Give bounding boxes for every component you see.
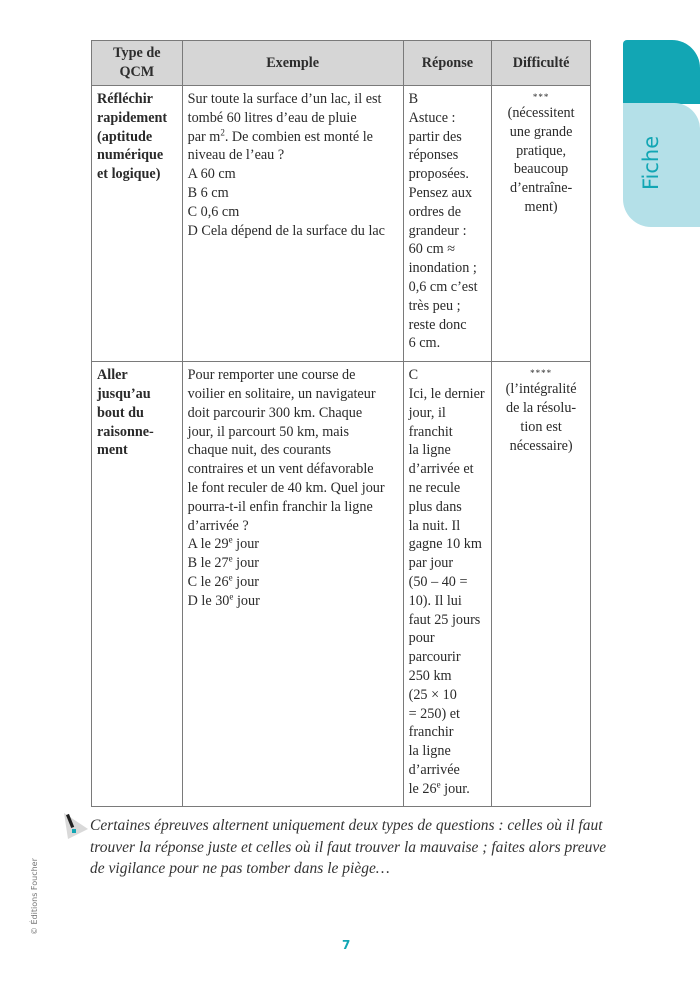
text-line: 250 km	[408, 667, 452, 684]
option-c: C 0,6 cm	[187, 203, 240, 220]
text-fragment: jour	[232, 573, 260, 590]
cell-example	[182, 86, 403, 362]
text-line: tion est	[520, 418, 562, 435]
option-c	[188, 573, 398, 592]
text-line: d’arrivée	[408, 761, 460, 778]
text-line: Astuce :	[408, 109, 456, 126]
text-fragment: D le 30	[187, 592, 230, 609]
copyright: © Éditions Foucher	[30, 858, 39, 935]
text-line: (nécessitent	[507, 105, 575, 121]
text-line: Sur toute la surface d’un lac, il est	[187, 91, 382, 107]
text-line: la ligne	[408, 442, 451, 459]
side-tab-top	[623, 40, 700, 104]
cell-type	[92, 86, 183, 362]
superscript: e	[228, 534, 233, 545]
page-number: 7	[342, 938, 351, 952]
text-line: ment	[97, 442, 128, 459]
text-line: (aptitude	[97, 128, 153, 145]
header-example: Exemple	[182, 41, 403, 86]
side-tab-label: Fiche	[639, 135, 663, 190]
cell-type	[92, 362, 183, 807]
text-line: jour, il	[408, 404, 446, 421]
option-b	[188, 554, 398, 573]
text-line: plus dans	[408, 498, 462, 515]
text-line: pourra-t-il enfin franchir la ligne	[187, 498, 373, 515]
text-line: jour, il parcourt 50 km, mais	[187, 423, 350, 440]
option-a	[188, 535, 398, 554]
text-line: partir des	[408, 128, 462, 145]
option-b: B 6 cm	[187, 184, 229, 201]
text-line: franchit	[408, 423, 453, 440]
text-line: beaucoup	[513, 161, 569, 178]
text-line: ordres de	[408, 203, 462, 220]
text-line: d’arrivée et	[408, 461, 474, 478]
text-fragment: jour	[232, 555, 260, 572]
table-header-row	[92, 41, 591, 86]
text-line: = 250) et	[408, 705, 460, 722]
option-a: A 60 cm	[187, 166, 236, 183]
text-line: 6 cm.	[408, 335, 441, 352]
header-type-line: Type de	[113, 45, 161, 62]
text-line: (25 × 10	[408, 686, 457, 703]
text-line: C	[408, 367, 419, 384]
text-line: pour	[408, 630, 435, 647]
text-line: chaque nuit, des courants	[187, 442, 332, 459]
cell-example	[182, 362, 403, 807]
superscript: e	[436, 778, 441, 789]
text-line: 10). Il lui	[408, 592, 462, 609]
text-line: pratique,	[516, 142, 567, 159]
superscript: e	[228, 553, 233, 564]
note-text: Certaines épreuves alternent uniquement deux types de questions : celles où il faut trouver la réponse juste et celles où il faut trouver la mauvaise ; faites alors preuve de vigilance pour ne pas tomber dans le piège…	[90, 817, 607, 877]
text-line: Aller	[97, 367, 128, 384]
cell-difficulty	[492, 86, 591, 362]
text-fragment: . De combien est monté le	[224, 128, 373, 145]
text-line: niveau de l’eau ?	[187, 147, 285, 164]
text-line: la ligne	[408, 743, 451, 760]
cell-difficulty	[492, 362, 591, 807]
text-line: de la résolu-	[506, 399, 577, 416]
text-line: parcourir	[408, 649, 461, 666]
table-row	[92, 362, 591, 807]
superscript: 2	[220, 126, 225, 137]
text-line: raisonne-	[97, 423, 154, 440]
difficulty-stars: ****	[530, 368, 553, 379]
cell-answer	[403, 362, 492, 807]
text-line: Ici, le dernier	[408, 385, 485, 402]
text-fragment: le 26	[408, 780, 437, 797]
header-type-line: QCM	[119, 64, 155, 80]
text-line: numérique	[97, 147, 164, 164]
text-line: ne recule	[408, 479, 461, 496]
text-fragment: jour.	[440, 780, 470, 797]
text-line: d’arrivée ?	[187, 517, 249, 534]
exclamation-icon	[60, 811, 90, 841]
text-fragment: jour	[233, 592, 260, 609]
text-line: (l’intégralité	[505, 381, 577, 398]
text-line	[188, 128, 398, 147]
text-line: par jour	[408, 555, 454, 572]
text-line: réponses	[408, 147, 459, 164]
text-line	[409, 780, 487, 799]
qcm-table	[91, 40, 591, 807]
header-difficulty: Difficulté	[492, 41, 591, 86]
text-line: très peu ;	[408, 297, 461, 314]
text-line: contraires et un vent défavorable	[187, 461, 374, 478]
option-d	[188, 592, 398, 611]
text-line: gagne 10 km	[408, 536, 482, 553]
text-line: reste donc	[408, 316, 467, 333]
text-fragment: A le 29	[187, 536, 229, 553]
text-line: B	[408, 91, 419, 107]
text-line: inondation ;	[408, 260, 477, 277]
text-line: une grande	[509, 123, 573, 140]
text-line: et logique)	[97, 166, 161, 183]
text-fragment: C le 26	[187, 573, 229, 590]
text-line: Pensez aux	[408, 184, 473, 201]
text-line: franchir	[408, 724, 454, 741]
option-d: D Cela dépend de la surface du lac	[187, 222, 385, 239]
text-line: ment)	[524, 198, 558, 215]
text-line: grandeur :	[408, 222, 467, 239]
text-line: proposées.	[408, 166, 469, 183]
header-type	[92, 41, 183, 86]
text-line: faut 25 jours	[408, 611, 481, 628]
text-line: d’entraîne-	[509, 180, 573, 197]
cell-answer	[403, 86, 492, 362]
text-line: bout du	[97, 404, 144, 421]
text-line: tombé 60 litres d’eau de pluie	[187, 109, 357, 126]
text-line: Pour remporter une course de	[187, 367, 356, 384]
text-line: voilier en solitaire, un navigateur	[187, 385, 376, 402]
text-line: nécessaire)	[509, 437, 573, 454]
text-line: doit parcourir 300 km. Chaque	[187, 404, 363, 421]
table-row	[92, 86, 591, 362]
superscript: e	[228, 572, 233, 583]
text-line: Réfléchir	[97, 91, 153, 107]
text-line: le font reculer de 40 km. Quel jour	[187, 479, 385, 496]
text-line: jusqu’au	[97, 385, 151, 402]
difficulty-stars: ***	[532, 92, 550, 102]
header-answer: Réponse	[403, 41, 492, 86]
text-line: la nuit. Il	[408, 517, 461, 534]
text-fragment: par m	[187, 128, 221, 145]
superscript: e	[229, 590, 234, 601]
text-line: 0,6 cm c’est	[408, 278, 478, 295]
text-fragment: B le 27	[187, 555, 229, 572]
text-line: 60 cm ≈	[408, 241, 456, 258]
text-line: (50 – 40 =	[408, 573, 468, 590]
text-line: rapidement	[97, 109, 168, 126]
text-fragment: jour	[232, 536, 260, 553]
